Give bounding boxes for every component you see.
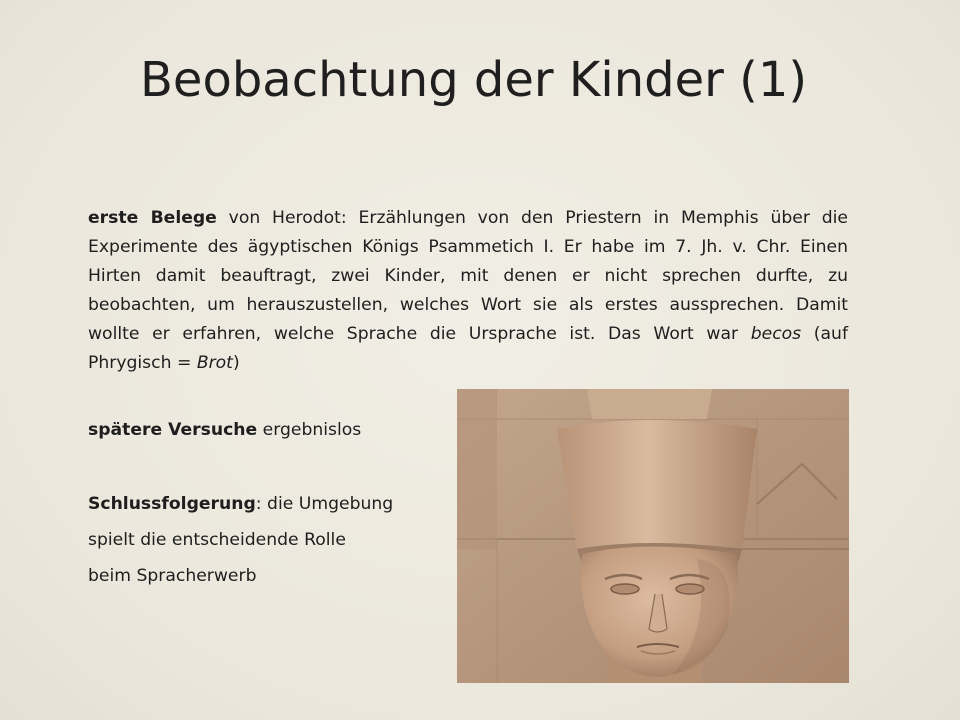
conclusion-line-1 xyxy=(88,486,393,522)
crown xyxy=(557,420,757,549)
later-attempts-bold: spätere Versuche xyxy=(88,420,258,440)
later-attempts-line xyxy=(88,420,361,440)
conclusion-line-3: beim Spracherwerb xyxy=(88,566,257,586)
right-eye xyxy=(676,584,704,594)
pharaoh-statue-photo xyxy=(457,389,849,683)
crown-top xyxy=(587,389,712,419)
paragraph-word-brot: Brot xyxy=(196,353,233,373)
paragraph-lead-bold: erste Belege xyxy=(88,208,217,228)
conclusion-bold: Schlussfolgerung xyxy=(88,494,256,514)
slide-title: Beobachtung der Kinder (1) xyxy=(140,52,808,108)
statue-illustration xyxy=(457,389,849,683)
herodot-paragraph xyxy=(88,204,848,378)
conclusion-block xyxy=(88,486,393,594)
conclusion-line-1-rest: : die Umgebung xyxy=(255,494,394,514)
paragraph-word-becos: becos xyxy=(750,324,802,344)
paragraph-text-1: von Herodot: Erzählungen von den Priestern in Memphis über die Experimente des ägyptischen Königs Psammetich I. Er habe im 7. Jh. v. Chr. Einen Hirten damit beauftragt, zwei Kinder, mit denen er nicht sprechen durfte, zu beobachten, um herauszustellen, welches Wort sie als erstes aussprechen. Damit wollte er erfahren, welche Sprache die Ursprache ist. Das Wort war xyxy=(88,208,848,344)
conclusion-line-2: spielt die entscheidende Rolle xyxy=(88,530,346,550)
paragraph-text-2: (auf Phrygisch = xyxy=(88,324,848,373)
left-eye xyxy=(611,584,639,594)
paragraph-text-3: ) xyxy=(232,353,240,373)
later-attempts-rest: ergebnislos xyxy=(257,420,362,440)
